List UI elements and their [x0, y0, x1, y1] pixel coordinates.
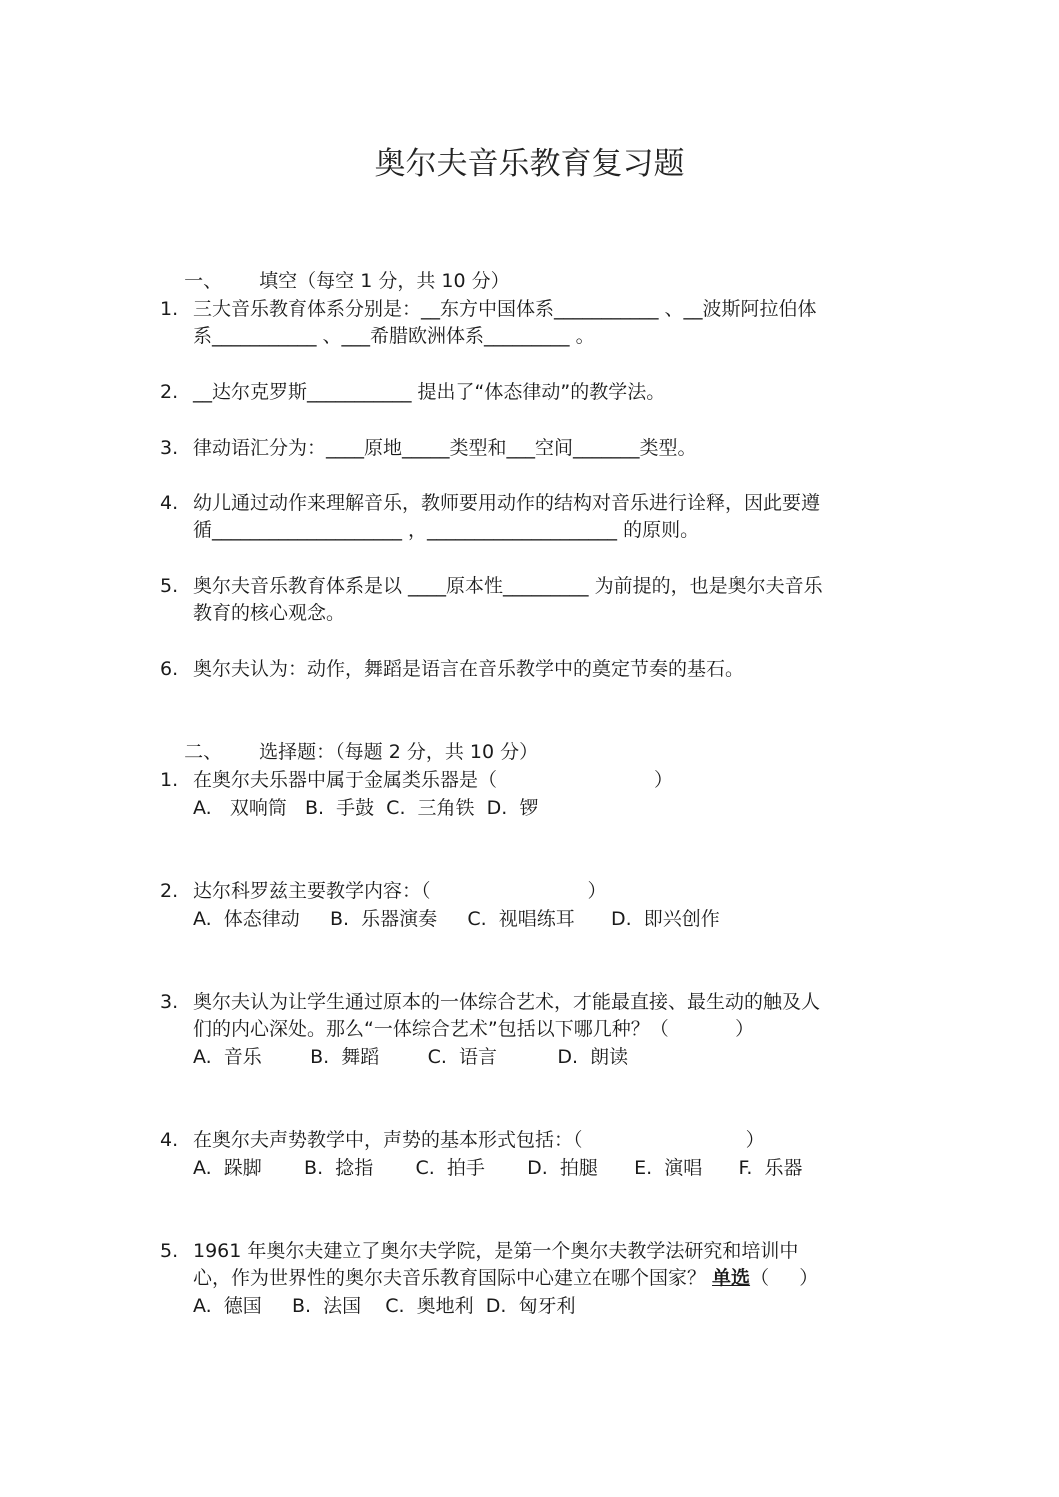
answer-options: A. 体态律动 B. 乐器演奏 C. 视唱练耳 D. 即兴创作	[193, 908, 720, 930]
page-title: 奥尔夫音乐教育复习题	[374, 146, 685, 182]
question-line: __达尔克罗斯___________ 提出了“体态律动”的教学法。	[193, 381, 666, 403]
question-number: 2.	[160, 381, 179, 403]
answer-options: A. 德国 B. 法国 C. 奥地利 D. 匈牙利	[193, 1295, 576, 1317]
question-line: 幼儿通过动作来理解音乐，教师要用动作的结构对音乐进行诠释，因此要遵	[193, 492, 821, 514]
answer-options: A. 双响筒 B. 手鼓 C. 三角铁 D. 锣	[193, 797, 539, 819]
question-line	[193, 1265, 818, 1292]
section-number: 二、	[184, 741, 223, 763]
question-line: 奥尔夫音乐教育体系是以 ____原本性_________ 为前提的，也是奥尔夫音乐	[193, 575, 823, 597]
question-line: 三大音乐教育体系分别是：__东方中国体系___________ 、__波斯阿拉伯体	[193, 298, 817, 320]
question-line: 1961 年奥尔夫建立了奥尔夫学院，是第一个奥尔夫教学法研究和培训中	[193, 1240, 799, 1262]
single-choice-tag: 单选	[712, 1267, 751, 1289]
answer-options: A. 音乐 B. 舞蹈 C. 语言 D. 朗读	[193, 1046, 629, 1068]
question-number: 3.	[160, 991, 179, 1013]
question-number: 5.	[160, 575, 179, 597]
question-line: 律动语汇分为：____原地_____类型和___空间_______类型。	[193, 437, 697, 459]
question-number: 5.	[160, 1240, 179, 1262]
section-number: 一、	[184, 270, 223, 292]
question-line: 在奥尔夫乐器中属于金属类乐器是（ ）	[193, 769, 674, 791]
question-number: 3.	[160, 437, 179, 459]
question-number: 2.	[160, 880, 179, 902]
question-line: 循____________________ ，____________________ 的原则。	[193, 519, 700, 541]
question-line: 教育的核心观念。	[193, 602, 346, 624]
question-line: 奥尔夫认为：动作，舞蹈是语言在音乐教学中的奠定节奏的基石。	[193, 658, 745, 680]
question-text: 心，作为世界性的奥尔夫音乐教育国际中心建立在哪个国家？	[193, 1267, 713, 1289]
section-title: 填空（每空 1 分，共 10 分）	[259, 270, 510, 292]
question-number: 4.	[160, 492, 179, 514]
question-line: 们的内心深处。那么“一体综合艺术”包括以下哪几种？（ ）	[193, 1018, 755, 1040]
question-line: 奥尔夫认为让学生通过原本的一体综合艺术，才能最直接、最生动的触及人	[193, 991, 821, 1013]
question-line: 系___________ 、___希腊欧洲体系_________ 。	[193, 325, 595, 347]
question-line: 在奥尔夫声势教学中，声势的基本形式包括：（ ）	[193, 1129, 765, 1151]
question-number: 1.	[160, 298, 179, 320]
section-title: 选择题：（每题 2 分，共 10 分）	[259, 741, 539, 763]
question-number: 1.	[160, 769, 179, 791]
answer-bracket: （ ）	[750, 1267, 819, 1289]
question-number: 4.	[160, 1129, 179, 1151]
answer-options: A. 跺脚 B. 捻指 C. 拍手 D. 拍腿 E. 演唱 F. 乐器	[193, 1157, 803, 1179]
question-line: 达尔科罗兹主要教学内容：（ ）	[193, 880, 607, 902]
question-number: 6.	[160, 658, 179, 680]
